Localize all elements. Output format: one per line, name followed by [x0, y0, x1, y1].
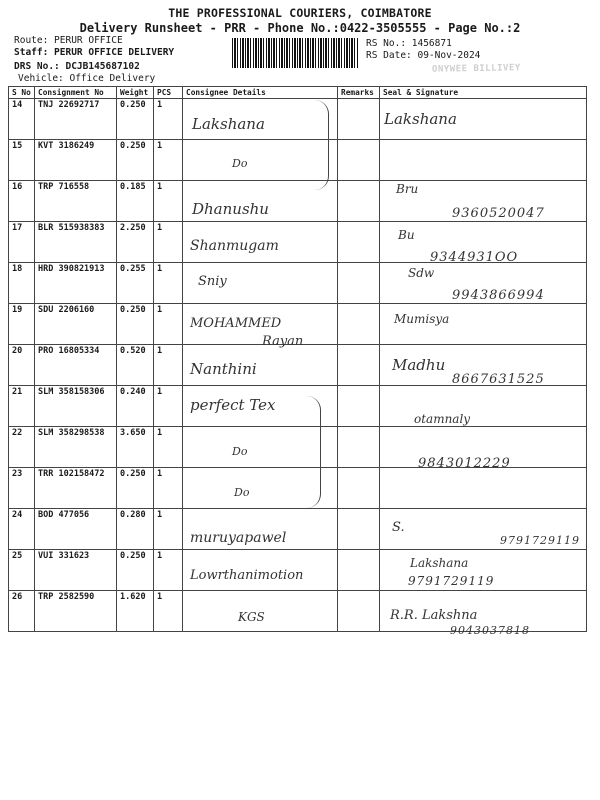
- route-label: Route: PERUR OFFICE: [14, 35, 123, 46]
- handwritten-signature: Mumisya: [394, 312, 450, 326]
- handwritten-name: Shanmugam: [190, 238, 279, 254]
- drs-number: DRS No.: DCJB145687102: [14, 61, 140, 72]
- handwritten-signature: R.R. Lakshna: [390, 608, 478, 623]
- table-row: 19 SDU 2206160 0.250 1: [9, 304, 587, 345]
- handwritten-signature: Bu: [398, 228, 415, 242]
- handwritten-signature: Bru: [396, 182, 419, 196]
- handwritten-phone: 9791729119: [500, 534, 580, 547]
- handwritten-signature: Lakshana: [384, 110, 457, 128]
- handwritten-phone: 9043037818: [450, 624, 530, 637]
- handwritten-phone: 9843012229: [418, 456, 511, 471]
- col-sno: S No: [9, 87, 35, 99]
- rs-number: RS No.: 1456871: [366, 38, 452, 49]
- handwritten-name: MOHAMMED: [190, 316, 282, 331]
- table-row: 22 SLM 358298538 3.650 1: [9, 427, 587, 468]
- table-row: 15 KVT 3186249 0.250 1: [9, 140, 587, 181]
- table-row: 21 SLM 358158306 0.240 1: [9, 386, 587, 427]
- handwritten-name: muruyapawel: [190, 530, 287, 546]
- col-weight: Weight: [117, 87, 154, 99]
- col-signature: Seal & Signature: [380, 87, 587, 99]
- handwritten-phone: 9791729119: [408, 574, 495, 588]
- ghost-watermark: ONYWEE BILLIVEY: [431, 63, 521, 75]
- table-row: 17 BLR 515938383 2.250 1: [9, 222, 587, 263]
- handwritten-signature: Lakshana: [410, 556, 469, 570]
- handwritten-signature: Madhu: [392, 356, 446, 374]
- handwritten-signature: Sniy: [198, 274, 227, 289]
- handwritten-name: Nanthini: [190, 360, 257, 378]
- table-row: 23 TRR 102158472 0.250 1: [9, 468, 587, 509]
- col-consignment: Consignment No: [35, 87, 117, 99]
- staff-label: Staff: PERUR OFFICE DELIVERY: [14, 47, 175, 58]
- runsheet-title: Delivery Runsheet - PRR - Phone No.:0422-3505555 - Page No.:2: [79, 21, 521, 35]
- handwritten-phone: 9344931OO: [430, 250, 519, 265]
- table-row: 18 HRD 390821913 0.255 1: [9, 263, 587, 304]
- table-row: 26 TRP 2582590 1.620 1: [9, 591, 587, 632]
- handwritten-signature: otamnaly: [414, 412, 471, 426]
- table-header-row: [9, 87, 587, 99]
- table-row: 20 PRO 16805334 0.520 1: [9, 345, 587, 386]
- handwritten-signature: Sdw: [408, 266, 435, 280]
- vehicle-label: Vehicle: Office Delivery: [18, 73, 156, 84]
- ditto-brace: [300, 100, 329, 190]
- col-remarks: Remarks: [338, 87, 380, 99]
- company-name: THE PROFESSIONAL COURIERS, COIMBATORE: [168, 6, 432, 20]
- handwritten-phone: 8667631525: [452, 372, 545, 387]
- table-row: 16 TRP 716558 0.185 1: [9, 181, 587, 222]
- handwritten-name: Lakshana: [192, 115, 265, 133]
- handwritten-phone: 9943866994: [452, 288, 545, 303]
- handwritten-name: perfect Tex: [190, 396, 276, 414]
- runsheet-table: [8, 86, 587, 632]
- handwritten-name: KGS: [238, 610, 265, 624]
- table-row: 14 TNJ 22692717 0.250 1: [9, 99, 587, 140]
- table-row: 24 BOD 477056 0.280 1: [9, 509, 587, 550]
- ditto-brace: [302, 396, 321, 508]
- table-row: 25 VUI 331623 0.250 1: [9, 550, 587, 591]
- handwritten-name: Lowrthanimotion: [190, 568, 304, 583]
- col-consignee: Consignee Details: [183, 87, 338, 99]
- handwritten-name: Do: [232, 157, 248, 170]
- handwritten-name-2: Rayan: [262, 334, 304, 349]
- handwritten-name: Do: [232, 445, 248, 458]
- handwritten-name: Dhanushu: [192, 200, 269, 218]
- barcode: [232, 38, 358, 68]
- handwritten-signature: S.: [392, 520, 405, 535]
- rs-date: RS Date: 09-Nov-2024: [366, 50, 481, 61]
- col-pcs: PCS: [154, 87, 183, 99]
- handwritten-phone: 9360520047: [452, 206, 545, 221]
- handwritten-name: Do: [234, 486, 250, 499]
